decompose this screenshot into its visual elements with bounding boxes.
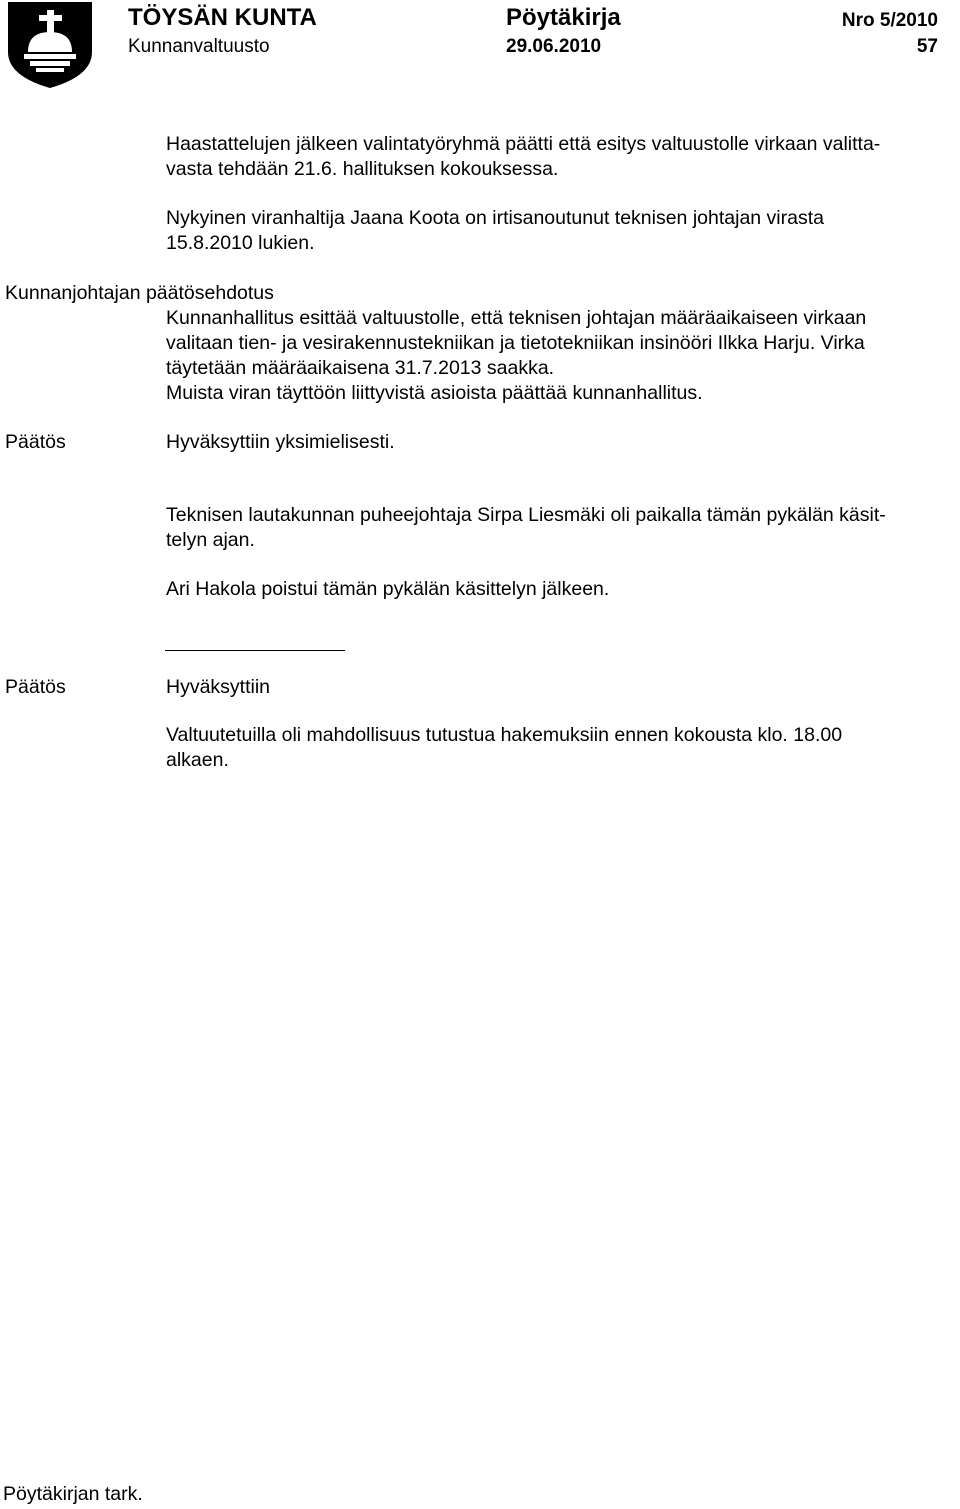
note-line: Teknisen lautakunnan puheejohtaja Sirpa Liesmäki oli paikalla tämän pykälän käsit- (166, 504, 886, 526)
decision-text: Hyväksyttiin yksimielisesti. (166, 431, 395, 453)
proposal-line: Muista viran täyttöön liittyvistä asioista päättää kunnanhallitus. (166, 382, 703, 404)
paragraph-line: Nykyinen viranhaltija Jaana Koota on irtisanoutunut teknisen johtajan virasta (166, 207, 824, 229)
body-name: Kunnanvaltuusto (128, 36, 270, 57)
document-type: Pöytäkirja (506, 4, 621, 31)
minutes-check-label: Pöytäkirjan tark. (3, 1483, 143, 1505)
paragraph-line: 15.8.2010 lukien. (166, 232, 315, 254)
meeting-date: 29.06.2010 (506, 36, 602, 57)
proposal-label: Kunnanjohtajan päätösehdotus (5, 282, 274, 304)
page-number: 57 (916, 36, 938, 57)
proposal-line: Kunnanhallitus esittää valtuustolle, että teknisen johtajan määräaikaiseen virkaan (166, 307, 867, 329)
coat-of-arms-icon (6, 0, 94, 90)
decision-label: Päätös (5, 431, 66, 453)
decision-text: Hyväksyttiin (166, 676, 271, 698)
decision-label: Päätös (5, 676, 66, 698)
note-line: telyn ajan. (166, 529, 255, 551)
proposal-line: täytetään määräaikaisena 31.7.2013 saakka. (166, 357, 555, 379)
proposal-line: valitaan tien- ja vesirakennustekniikan ja tietotekniikan insinööri Ilkka Harju. Virka (166, 332, 865, 354)
municipality-name: TÖYSÄN KUNTA (128, 4, 317, 31)
paragraph-line: Haastattelujen jälkeen valintatyöryhmä päätti että esitys valtuustolle virkaan valitta- (166, 133, 881, 155)
note-line: Ari Hakola poistui tämän pykälän käsittelyn jälkeen. (166, 578, 610, 600)
note-line: Valtuutetuilla oli mahdollisuus tutustua hakemuksiin ennen kokousta klo. 18.00 (166, 724, 843, 746)
paragraph-line: vasta tehdään 21.6. hallituksen kokouksessa. (166, 158, 559, 180)
separator-line (165, 650, 345, 651)
document-number: Nro 5/2010 (841, 10, 938, 31)
note-line: alkaen. (166, 749, 229, 771)
